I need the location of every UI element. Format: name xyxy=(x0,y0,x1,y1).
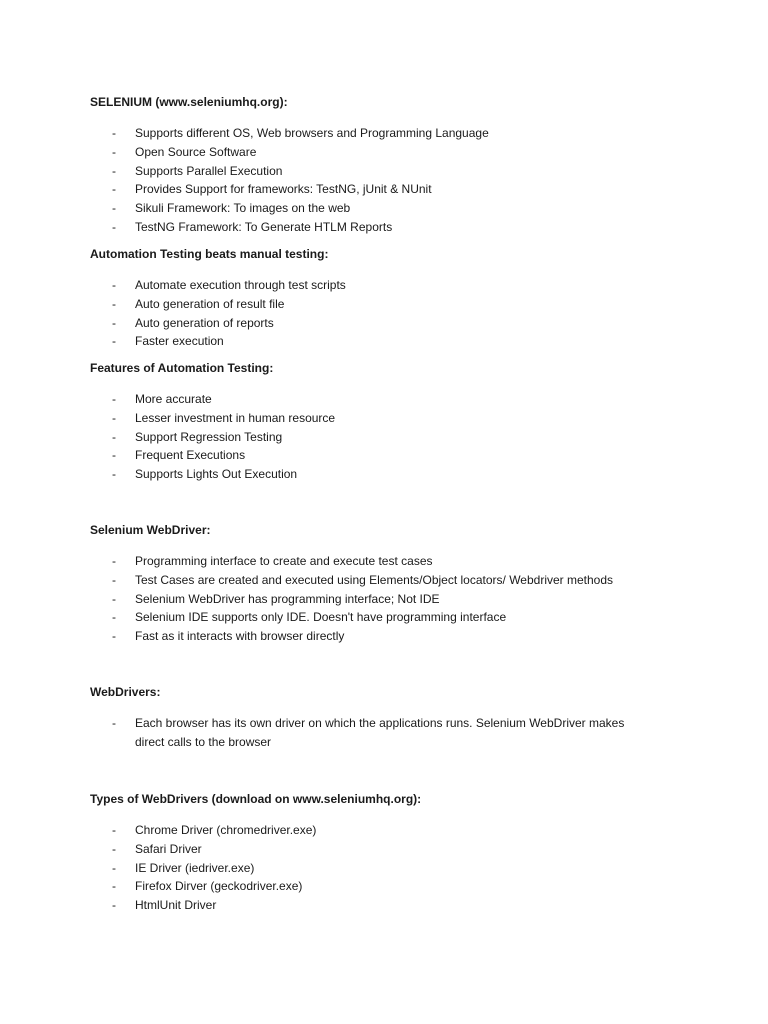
list-item xyxy=(90,877,690,896)
section-webdrivers xyxy=(90,684,690,752)
bullet-dash: - xyxy=(112,315,116,330)
list-item-text: Selenium IDE supports only IDE. Doesn't have programming interface xyxy=(135,610,507,625)
list-item-text: Safari Driver xyxy=(135,841,202,856)
bullet-dash: - xyxy=(112,429,116,444)
list-item xyxy=(90,859,690,878)
section-selenium xyxy=(90,94,690,237)
bullet-dash: - xyxy=(112,448,116,463)
list-item-text: TestNG Framework: To Generate HTLM Reports xyxy=(135,219,393,234)
list-item xyxy=(90,552,690,571)
section-heading: Types of WebDrivers (download on www.seleniumhq.org): xyxy=(90,792,422,806)
bullet-dash: - xyxy=(112,610,116,625)
bullet-dash: - xyxy=(112,144,116,159)
section-heading: Features of Automation Testing: xyxy=(90,361,274,375)
section-heading: Automation Testing beats manual testing: xyxy=(90,247,329,261)
list-item-text: Supports Parallel Execution xyxy=(135,163,283,178)
list-item-text: More accurate xyxy=(135,392,212,406)
list-item xyxy=(90,180,690,199)
bullet-list xyxy=(90,124,690,237)
list-item xyxy=(90,124,690,143)
list-item xyxy=(90,608,690,627)
list-item xyxy=(90,143,690,162)
bullet-dash: - xyxy=(112,334,116,349)
section-selenium-webdriver xyxy=(90,522,690,646)
list-item xyxy=(90,332,690,351)
list-item xyxy=(90,409,690,428)
bullet-dash: - xyxy=(112,898,116,913)
list-item-text: Chrome Driver (chromedriver.exe) xyxy=(135,823,317,837)
list-item xyxy=(90,571,690,590)
list-item xyxy=(90,276,690,295)
list-item-text: Faster execution xyxy=(135,334,224,349)
section-heading: WebDrivers: xyxy=(90,685,161,699)
list-item-text: Test Cases are created and executed using Elements/Object locators/ Webdriver methods xyxy=(135,572,614,587)
bullet-dash: - xyxy=(112,182,116,197)
bullet-dash: - xyxy=(112,410,116,425)
list-item-text: Provides Support for frameworks: TestNG, jUnit & NUnit xyxy=(135,182,432,197)
list-item-text: Fast as it interacts with browser directly xyxy=(135,629,345,644)
bullet-dash: - xyxy=(112,716,116,730)
list-item xyxy=(90,590,690,609)
list-item-text: IE Driver (iedriver.exe) xyxy=(135,860,255,875)
section-automation-vs-manual xyxy=(90,246,690,351)
section-heading: Selenium WebDriver: xyxy=(90,523,211,537)
list-item xyxy=(90,199,690,218)
list-item-text: Programming interface to create and execute test cases xyxy=(135,554,433,568)
list-item-text: Automate execution through test scripts xyxy=(135,278,346,292)
bullet-list xyxy=(90,714,690,752)
list-item xyxy=(90,314,690,333)
list-item-text: Sikuli Framework: To images on the web xyxy=(135,201,351,216)
list-item-text: Supports Lights Out Execution xyxy=(135,467,298,482)
bullet-dash: - xyxy=(112,278,116,292)
list-item-text: Supports different OS, Web browsers and Programming Language xyxy=(135,126,489,140)
list-item-text: Auto generation of result file xyxy=(135,296,285,311)
bullet-list xyxy=(90,390,690,484)
list-item xyxy=(90,896,690,915)
list-item xyxy=(90,627,690,646)
list-item xyxy=(90,465,690,484)
section-types-of-webdrivers xyxy=(90,791,690,915)
bullet-dash: - xyxy=(112,201,116,216)
list-item xyxy=(90,390,690,409)
bullet-dash: - xyxy=(112,860,116,875)
list-item-text: HtmlUnit Driver xyxy=(135,898,217,913)
list-item xyxy=(90,446,690,465)
bullet-dash: - xyxy=(112,467,116,482)
section-features-automation xyxy=(90,360,690,484)
bullet-dash: - xyxy=(112,879,116,894)
bullet-dash: - xyxy=(112,554,116,568)
list-item-text: Each browser has its own driver on which the applications runs. Selenium WebDriver makes direct calls to the browser xyxy=(135,716,625,749)
bullet-dash: - xyxy=(112,629,116,644)
list-item xyxy=(90,218,690,237)
list-item xyxy=(90,295,690,314)
bullet-dash: - xyxy=(112,823,116,837)
list-item xyxy=(90,162,690,181)
section-heading: SELENIUM (www.seleniumhq.org): xyxy=(90,95,288,109)
bullet-list xyxy=(90,821,690,915)
list-item-text: Firefox Dirver (geckodriver.exe) xyxy=(135,879,303,894)
list-item-text: Support Regression Testing xyxy=(135,429,283,444)
bullet-dash: - xyxy=(112,572,116,587)
bullet-dash: - xyxy=(112,296,116,311)
list-item-text: Lesser investment in human resource xyxy=(135,410,336,425)
list-item-text: Auto generation of reports xyxy=(135,315,274,330)
bullet-dash: - xyxy=(112,392,116,406)
list-item-text: Selenium WebDriver has programming interface; Not IDE xyxy=(135,591,440,606)
bullet-dash: - xyxy=(112,219,116,234)
bullet-dash: - xyxy=(112,126,116,140)
list-item-text: Frequent Executions xyxy=(135,448,246,463)
list-item-text: Open Source Software xyxy=(135,144,257,159)
list-item xyxy=(90,840,690,859)
list-item xyxy=(90,821,690,840)
bullet-list xyxy=(90,276,690,351)
bullet-dash: - xyxy=(112,591,116,606)
list-item xyxy=(90,428,690,447)
list-item xyxy=(90,714,655,752)
bullet-list xyxy=(90,552,690,646)
bullet-dash: - xyxy=(112,163,116,178)
bullet-dash: - xyxy=(112,841,116,856)
